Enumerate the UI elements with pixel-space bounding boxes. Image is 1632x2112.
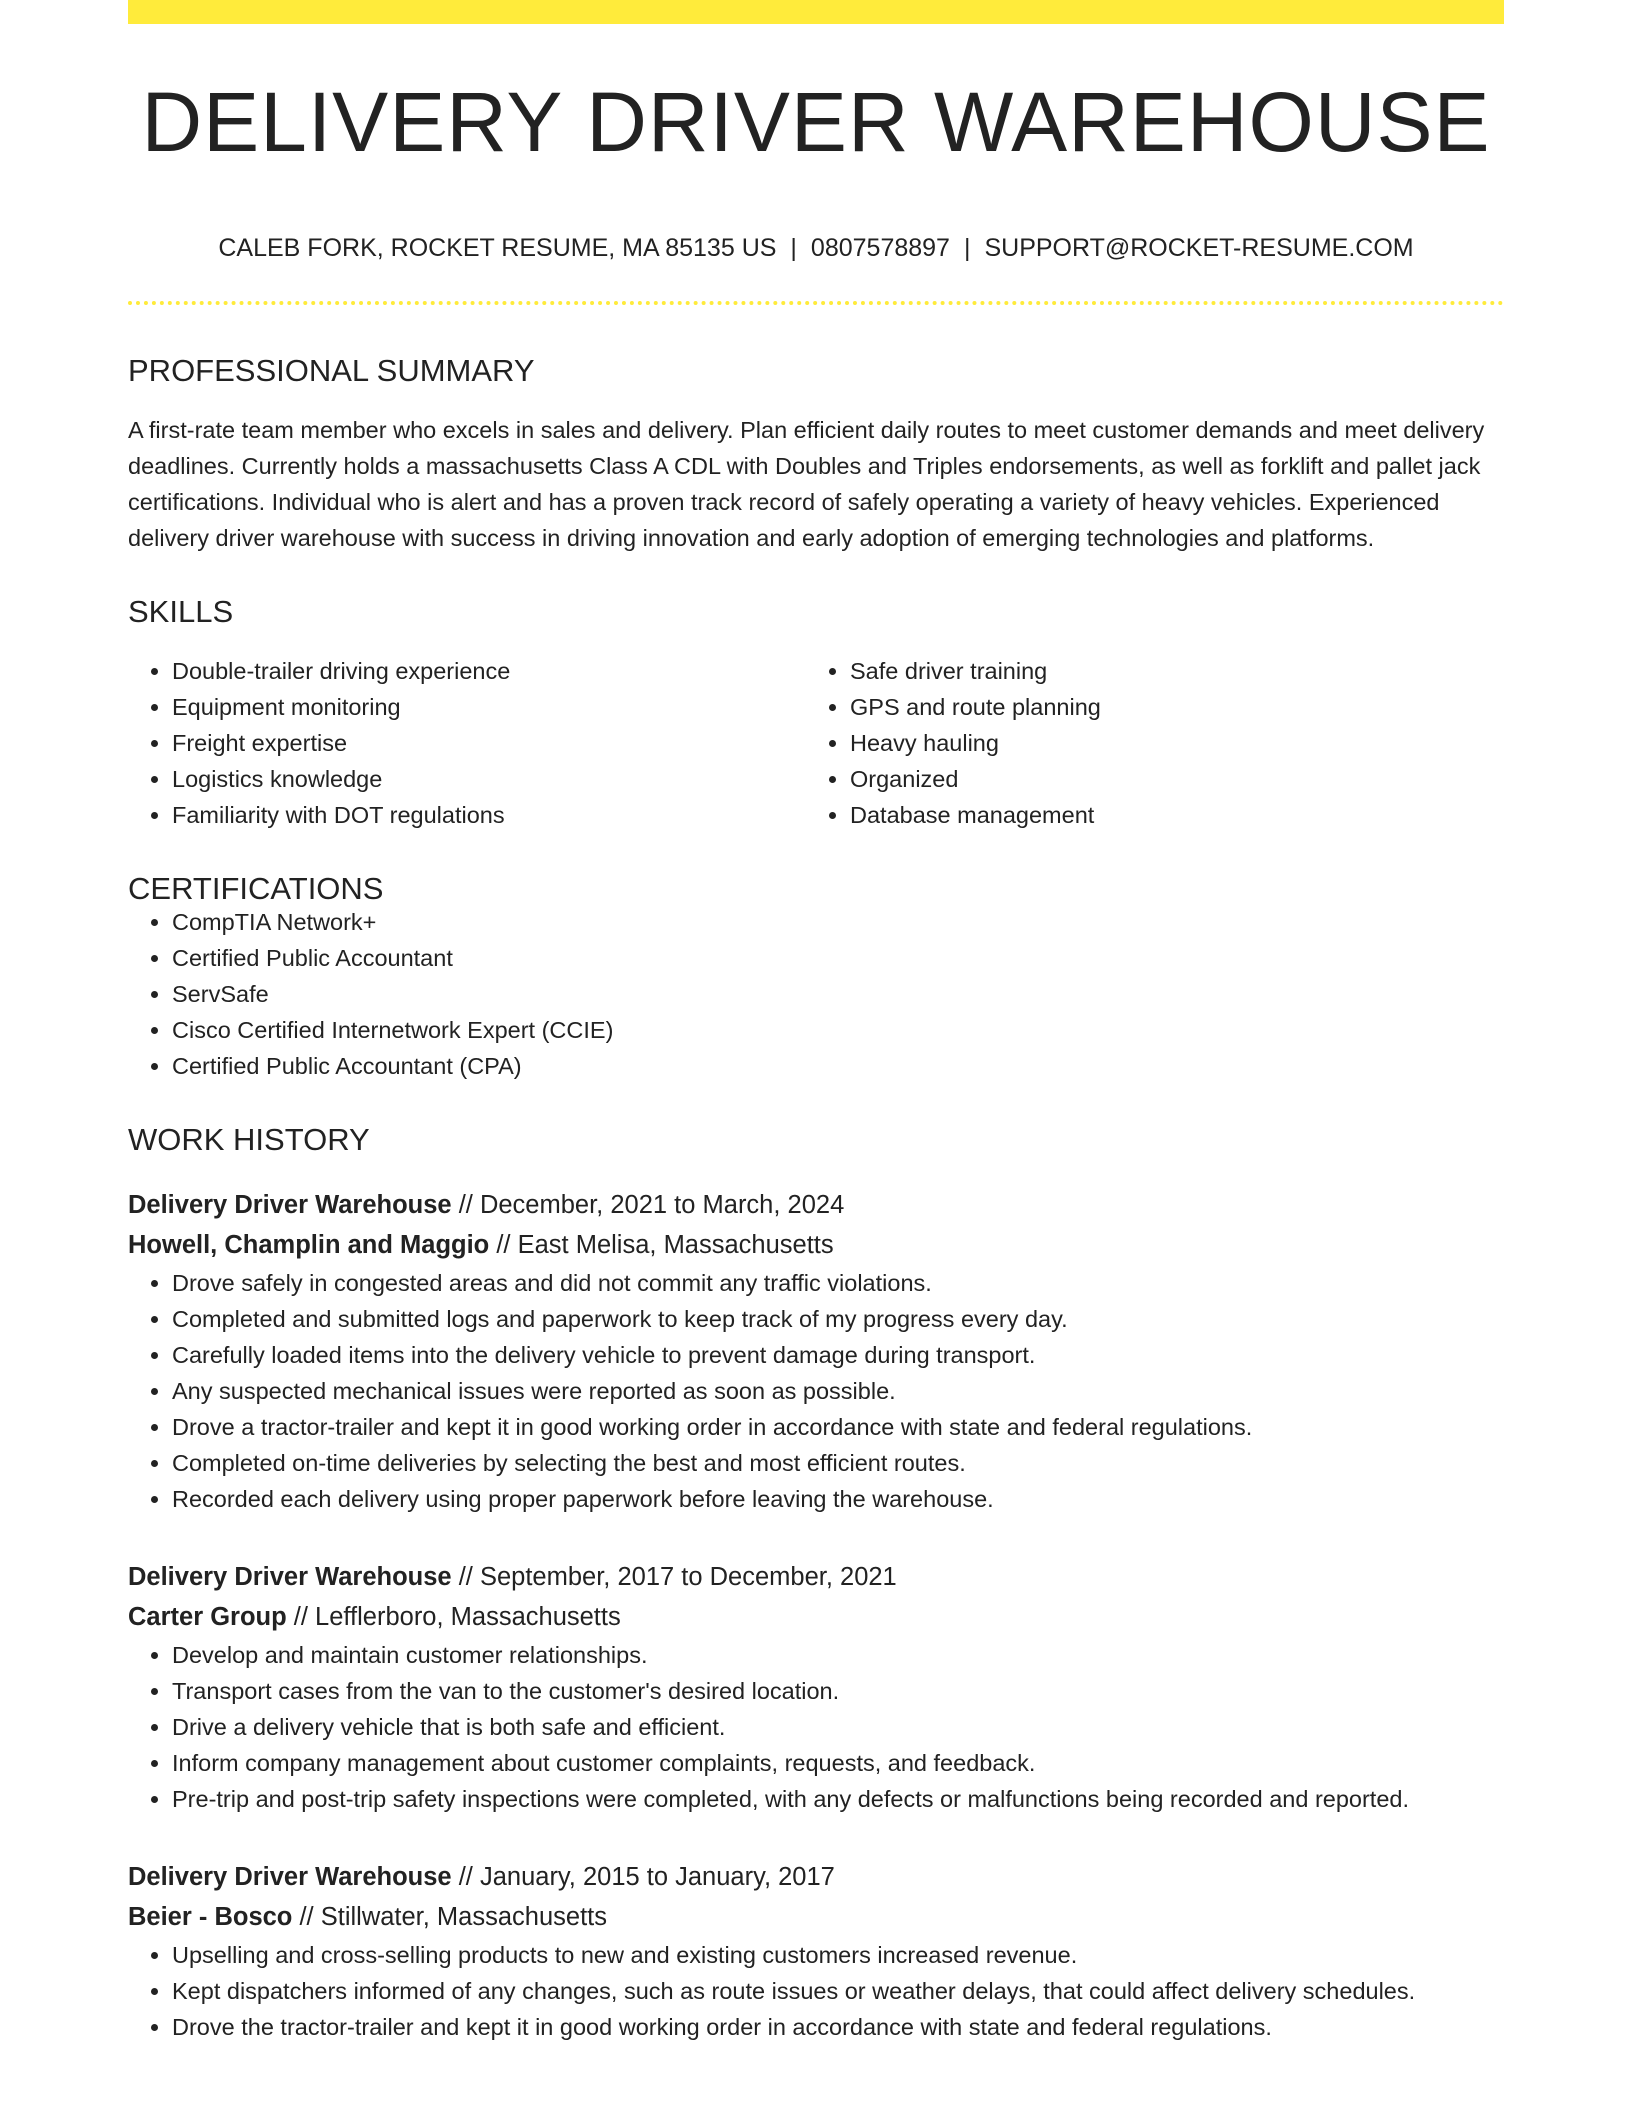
job-company-line — [128, 1225, 1504, 1265]
certification-item: • ServSafe — [172, 976, 1504, 1012]
skill-item: • Database management — [850, 797, 1484, 833]
certifications-list — [128, 904, 1504, 1084]
certification-item: • Certified Public Accountant (CPA) — [172, 1048, 1504, 1084]
job-location: // East Melisa, Massachusetts — [489, 1231, 834, 1259]
contact-separator: | — [963, 234, 971, 262]
job-bullets — [128, 1265, 1504, 1517]
job-entry — [128, 1557, 1504, 1817]
accent-top-bar — [128, 0, 1504, 24]
job-bullet: • Drove safely in congested areas and did not commit any traffic violations. — [172, 1265, 1504, 1301]
job-title: Delivery Driver Warehouse — [128, 1863, 452, 1891]
job-company-line — [128, 1597, 1504, 1637]
job-location: // Stillwater, Massachusetts — [292, 1903, 608, 1931]
job-bullet: • Carefully loaded items into the delivery vehicle to prevent damage during transport. — [172, 1337, 1504, 1373]
certification-item: • CompTIA Network+ — [172, 904, 1504, 940]
skill-item: • Freight expertise — [172, 725, 806, 761]
certifications-heading: CERTIFICATIONS — [128, 871, 384, 906]
dotted-divider — [128, 301, 1504, 305]
certification-item: • Certified Public Accountant — [172, 940, 1504, 976]
job-title-line — [128, 1557, 1504, 1597]
job-bullet: • Transport cases from the van to the customer's desired location. — [172, 1673, 1504, 1709]
job-bullet: • Any suspected mechanical issues were reported as soon as possible. — [172, 1373, 1504, 1409]
work-history-heading: WORK HISTORY — [128, 1122, 370, 1157]
skill-item: • Equipment monitoring — [172, 689, 806, 725]
skills-list-right — [806, 653, 1484, 833]
contact-phone: 0807578897 — [810, 234, 950, 262]
summary-text: A first-rate team member who excels in sales and delivery. Plan efficient daily routes to meet customer demands and meet delivery deadlines. Currently holds a massachusetts Class A CDL with Doubles and Triples endorsements, as well as forklift and pallet jack certifications. Individual who is alert and has a proven track record of safely operating a variety of heavy vehicles. Experienced delivery driver warehouse with success in driving innovation and early adoption of emerging technologies and platforms. — [128, 417, 1485, 551]
contact-line — [128, 236, 1504, 261]
contact-separator: | — [790, 234, 797, 262]
skills-column-left — [128, 653, 806, 833]
job-bullet: • Drove a tractor-trailer and kept it in good working order in accordance with state and federal regulations. — [172, 1409, 1504, 1445]
job-title-line — [128, 1185, 1504, 1225]
skills-list-left — [128, 653, 806, 833]
job-title: Delivery Driver Warehouse — [128, 1563, 452, 1591]
skill-item: • GPS and route planning — [850, 689, 1484, 725]
skills-heading: SKILLS — [128, 594, 234, 629]
job-entry — [128, 1185, 1504, 1517]
job-company-line — [128, 1897, 1504, 1937]
summary-heading: PROFESSIONAL SUMMARY — [128, 353, 535, 388]
contact-address: CALEB FORK, ROCKET RESUME, MA 85135 US — [218, 234, 777, 262]
job-entry — [128, 1857, 1504, 2045]
skill-item: • Logistics knowledge — [172, 761, 806, 797]
job-bullets — [128, 1937, 1504, 2045]
job-dates: // December, 2021 to March, 2024 — [451, 1191, 845, 1219]
contact-email: SUPPORT@ROCKET-RESUME.COM — [984, 234, 1414, 262]
job-title-line — [128, 1857, 1504, 1897]
job-bullet: • Develop and maintain customer relationships. — [172, 1637, 1504, 1673]
job-bullet: • Pre-trip and post-trip safety inspections were completed, with any defects or malfunctions being recorded and reported. — [172, 1781, 1504, 1817]
job-bullet: • Drive a delivery vehicle that is both safe and efficient. — [172, 1709, 1504, 1745]
skills-grid — [128, 653, 1504, 833]
resume-title: DELIVERY DRIVER WAREHOUSE — [141, 75, 1491, 169]
job-dates: // January, 2015 to January, 2017 — [451, 1863, 835, 1891]
resume-page — [128, 0, 1504, 2045]
certification-item: • Cisco Certified Internetwork Expert (CCIE) — [172, 1012, 1504, 1048]
skill-item: • Heavy hauling — [850, 725, 1484, 761]
job-company: Howell, Champlin and Maggio — [128, 1231, 490, 1259]
skill-item: • Safe driver training — [850, 653, 1484, 689]
skill-item: • Organized — [850, 761, 1484, 797]
job-title: Delivery Driver Warehouse — [128, 1191, 452, 1219]
job-bullet: • Completed on-time deliveries by selecting the best and most efficient routes. — [172, 1445, 1504, 1481]
skill-item: • Familiarity with DOT regulations — [172, 797, 806, 833]
job-bullet: • Upselling and cross-selling products to new and existing customers increased revenue. — [172, 1937, 1504, 1973]
job-bullet: • Kept dispatchers informed of any changes, such as route issues or weather delays, that could affect delivery schedules. — [172, 1973, 1504, 2009]
job-company: Carter Group — [128, 1603, 287, 1631]
job-bullet: • Completed and submitted logs and paperwork to keep track of my progress every day. — [172, 1301, 1504, 1337]
job-location: // Lefflerboro, Massachusetts — [286, 1603, 621, 1631]
job-bullets — [128, 1637, 1504, 1817]
job-bullet: • Drove the tractor-trailer and kept it in good working order in accordance with state and federal regulations. — [172, 2009, 1504, 2045]
job-bullet: • Recorded each delivery using proper paperwork before leaving the warehouse. — [172, 1481, 1504, 1517]
skill-item: • Double-trailer driving experience — [172, 653, 806, 689]
job-dates: // September, 2017 to December, 2021 — [451, 1563, 897, 1591]
job-company: Beier - Bosco — [128, 1903, 293, 1931]
skills-column-right — [806, 653, 1484, 833]
job-bullet: • Inform company management about customer complaints, requests, and feedback. — [172, 1745, 1504, 1781]
